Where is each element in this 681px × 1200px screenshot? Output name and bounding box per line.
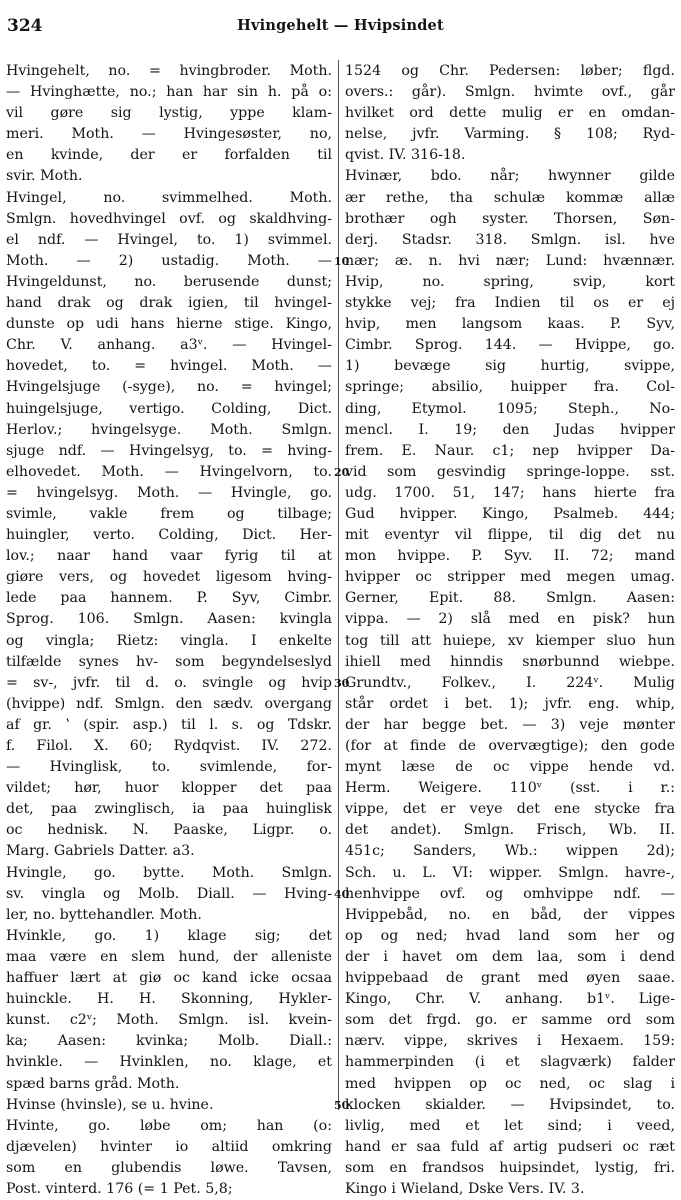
line-number-40: 40 (334, 888, 350, 901)
text-line: = sv-, jvfr. til d. o. svingle og hvip (6, 674, 332, 691)
text-line: Gud hvipper. Kingo, Psalmeb. 444; (345, 505, 675, 522)
text-line: spæd barns gråd. Moth. (6, 1075, 180, 1092)
text-line: nærv. vippe, skrives i Hexaem. 159: (345, 1033, 675, 1050)
text-line: Marg. Gabriels Datter. a3. (6, 843, 195, 860)
text-line: lov.; naar hand vaar fyrig til at (6, 548, 332, 565)
text-line: huinckle. H. H. Skonning, Hykler- (6, 991, 332, 1008)
left-column (6, 61, 332, 1200)
text-line: det, paa zwinglisch, ia paa huinglisk (6, 801, 332, 818)
text-line: Hvingehelt, no. = hvingbroder. Moth. (6, 63, 332, 79)
text-line: Kingo, Chr. V. anhang. b1ᵛ. Lige- (345, 991, 675, 1008)
text-line: vid som gesvindig springe-loppe. sst. (345, 463, 675, 480)
text-line: klocken skialder. — Hvipsindet, to. (345, 1096, 675, 1113)
text-line: Hvingelsjuge (-syge), no. = hvingel; (6, 379, 332, 396)
text-line: hvip, men langsom kaas. P. Syv, (345, 316, 675, 333)
text-line: Herm. Weigere. 110ᵛ (sst. i r.: (345, 780, 675, 797)
text-line: hammerpinden (i et slagværk) falder (345, 1054, 675, 1071)
text-line: hand er saa fuld af artig pudseri oc ræt (345, 1138, 675, 1155)
text-line: — Hvinglisk, to. svimlende, for- (6, 759, 332, 776)
text-line: djævelen) hvinter io altiid omkring (6, 1138, 332, 1155)
page-number: 324 (7, 16, 43, 36)
text-line: står ordet i bet. 1); jvfr. eng. whip, (345, 695, 675, 712)
text-line: hvilket ord dette mulig er en omdan- (345, 105, 675, 122)
text-line: ka; Aasen: kvinka; Molb. Diall.: (6, 1033, 332, 1050)
text-line: det andet). Smlgn. Frisch, Wb. II. (345, 822, 675, 839)
text-line: Moth. — 2) ustadig. Moth. — (6, 252, 332, 269)
text-line: lede paa hannem. P. Syv, Cimbr. (6, 590, 332, 607)
text-line: Post. vinterd. 176 (= 1 Pet. 5,8; (6, 1180, 233, 1197)
text-line: nelse, jvfr. Varming. § 108; Ryd- (345, 126, 675, 143)
page-header (0, 0, 681, 46)
text-line: el ndf. — Hvingel, to. 1) svimmel. (6, 231, 332, 248)
text-line: svir. Moth. (6, 168, 83, 185)
text-line: Hvinær, bdo. når; hwynner gilde (345, 168, 675, 185)
text-line: Hvinse (hvinsle), se u. hvine. (6, 1096, 214, 1113)
text-line: Grundtv., Folkev., I. 224ᵛ. Mulig (345, 674, 675, 691)
text-line: qvist. IV. 316-18. (345, 147, 466, 164)
text-line: hovedet, to. = hvingel. Moth. — (6, 358, 332, 375)
text-line: nær; æ. n. hvi nær; Lund: hvænnær. (345, 252, 675, 269)
text-line: ær rethe, tha schulæ kommæ allæ (345, 189, 675, 206)
text-line: huingelsjuge, vertigo. Colding, Dict. (6, 400, 332, 417)
text-line: Sch. u. L. VI: wipper. Smlgn. havre-, (345, 864, 675, 881)
text-line: op og ned; hvad land som her og (345, 927, 675, 944)
text-line: — Hvinghætte, no.; han har sin h. på o: (6, 84, 332, 101)
text-line: tog till att huiepe, xv kiemper sluo hun (345, 632, 675, 649)
text-line: brothær ogh syster. Thorsen, Søn- (345, 210, 675, 227)
text-line: udg. 1700. 51, 147; hans hierte fra (345, 484, 675, 501)
text-line: mit eventyr vil flippe, til dig det nu (345, 527, 675, 544)
text-line: Hvingel, no. svimmelhed. Moth. (6, 189, 332, 206)
text-line: Hvingle, go. bytte. Moth. Smlgn. (6, 864, 332, 881)
text-line: svimle, vakle frem og tilbage; (6, 505, 332, 522)
text-line: vildet; hør, huor klopper det paa (6, 780, 332, 797)
text-line: som en glubendis løwe. Tavsen, (6, 1159, 332, 1176)
text-line: hvippebaad de grant med øyen saae. (345, 970, 675, 987)
text-line: sjuge ndf. — Hvingelsyg, to. = hving- (6, 442, 332, 459)
text-line: stykke vej; fra Indien til os er ej (345, 295, 675, 312)
text-line: derj. Stadsr. 318. Smlgn. isl. hve (345, 231, 675, 248)
text-line: frem. E. Naur. c1; nep hvipper Da- (345, 442, 675, 459)
text-line: vil gøre sig lystig, yppe klam- (6, 105, 332, 122)
text-line: elhovedet. Moth. — Hvingelvorn, to. (6, 463, 332, 480)
text-line: sv. vingla og Molb. Diall. — Hving- (6, 885, 332, 902)
line-number-10: 10 (334, 255, 350, 268)
text-line: vippa. — 2) slå med en pisk? hun (345, 611, 675, 628)
text-line: Cimbr. Sprog. 144. — Hvippe, go. (345, 337, 675, 354)
line-number-50: 50 (334, 1099, 350, 1112)
right-column (345, 61, 675, 1200)
text-line: oc hednisk. N. Paaske, Ligpr. o. (6, 822, 332, 839)
text-line: (hvippe) ndf. Smlgn. den sædv. overgang (6, 695, 332, 712)
text-line: Hvinte, go. løbe om; han (o: (6, 1117, 332, 1134)
text-line: Chr. V. anhang. a3ᵛ. — Hvingel- (6, 337, 332, 354)
text-line: livlig, med et let sind; i veed, (345, 1117, 675, 1134)
text-line: haffuer lært at giø oc kand icke ocsaa (6, 970, 332, 987)
text-line: der i havet om dem laa, som i dend (345, 948, 675, 965)
text-line: henhvippe ovf. og omhvippe ndf. — (345, 885, 675, 902)
text-line: dunste op udi hans hierne stige. Kingo, (6, 316, 332, 333)
text-line: Herlov.; hvingelsyge. Moth. Smlgn. (6, 421, 332, 438)
text-line: mynt læse de oc vippe hende vd. (345, 759, 675, 776)
text-line: ding, Etymol. 1095; Steph., No- (345, 400, 675, 417)
text-line: huingler, verto. Colding, Dict. Her- (6, 527, 332, 544)
text-line: maa være en slem hund, der alleniste (6, 948, 332, 965)
text-line: af gr. ʽ (spir. asp.) til l. s. og Tdskr. (6, 716, 332, 733)
text-line: Hvippebåd, no. en båd, der vippes (345, 906, 675, 923)
text-line: f. Filol. X. 60; Rydqvist. IV. 272. (6, 738, 332, 754)
column-divider (338, 60, 339, 1110)
text-line: giøre vers, og hovedet ligesom hving- (6, 569, 332, 586)
text-line: og vingla; Rietz: vingla. I enkelte (6, 632, 332, 649)
text-line: hvinkle. — Hvinklen, no. klage, et (6, 1054, 332, 1071)
text-line: overs.: går). Smlgn. hvimte ovf., går (345, 84, 675, 101)
text-line: ihiell med hinndis snørbunnd wiebpe. (345, 653, 675, 670)
text-line: tilfælde synes hv- som begyndelseslyd (6, 653, 332, 670)
text-line: ler, no. byttehandler. Moth. (6, 906, 202, 923)
text-line: som en frandsos huipsindet, lystig, fri. (345, 1159, 675, 1176)
line-number-30: 30 (334, 677, 350, 690)
text-line: vippe, det er veye det ene stycke fra (345, 801, 675, 818)
text-line: springe; absilio, huipper fra. Col- (345, 379, 675, 396)
text-line: 451c; Sanders, Wb.: wippen 2d); (345, 843, 675, 860)
line-number-20: 20 (334, 466, 350, 479)
running-head: Hvingehelt — Hvipsindet (237, 17, 444, 34)
text-line: (for at finde de overvægtige); den gode (345, 738, 675, 754)
text-line: Hvinkle, go. 1) klage sig; det (6, 927, 332, 944)
text-line: Gerner, Epit. 88. Smlgn. Aasen: (345, 590, 675, 607)
text-line: med hvippen op oc ned, oc slag i (345, 1075, 675, 1092)
text-line: en kvinde, der er forfalden til (6, 147, 332, 164)
text-line: Sprog. 106. Smlgn. Aasen: kvingla (6, 611, 332, 628)
text-line: 1) bevæge sig hurtig, svippe, (345, 358, 675, 375)
text-line: Hvingeldunst, no. berusende dunst; (6, 273, 332, 290)
text-line: hand drak og drak igien, til hvingel- (6, 295, 332, 312)
text-line: Kingo i Wieland, Dske Vers. IV. 3. (345, 1180, 585, 1197)
text-line: hvipper oc stripper med megen umag. (345, 569, 675, 586)
text-line: meri. Moth. — Hvingesøster, no, (6, 126, 332, 143)
text-line: mencl. I. 19; den Judas hvipper (345, 421, 675, 438)
text-line: Hvip, no. spring, svip, kort (345, 273, 675, 290)
text-line: = hvingelsyg. Moth. — Hvingle, go. (6, 484, 332, 501)
text-line: kunst. c2ᵛ; Moth. Smlgn. isl. kvein- (6, 1012, 332, 1029)
text-line: 1524 og Chr. Pedersen: løber; flgd. (345, 63, 675, 79)
text-line: Smlgn. hovedhvingel ovf. og skaldhving- (6, 210, 332, 227)
text-line: som det frgd. go. er samme ord som (345, 1012, 675, 1029)
text-line: mon hvippe. P. Syv. II. 72; mand (345, 548, 675, 565)
text-line: der har begge bet. — 3) veje mønter (345, 716, 675, 733)
